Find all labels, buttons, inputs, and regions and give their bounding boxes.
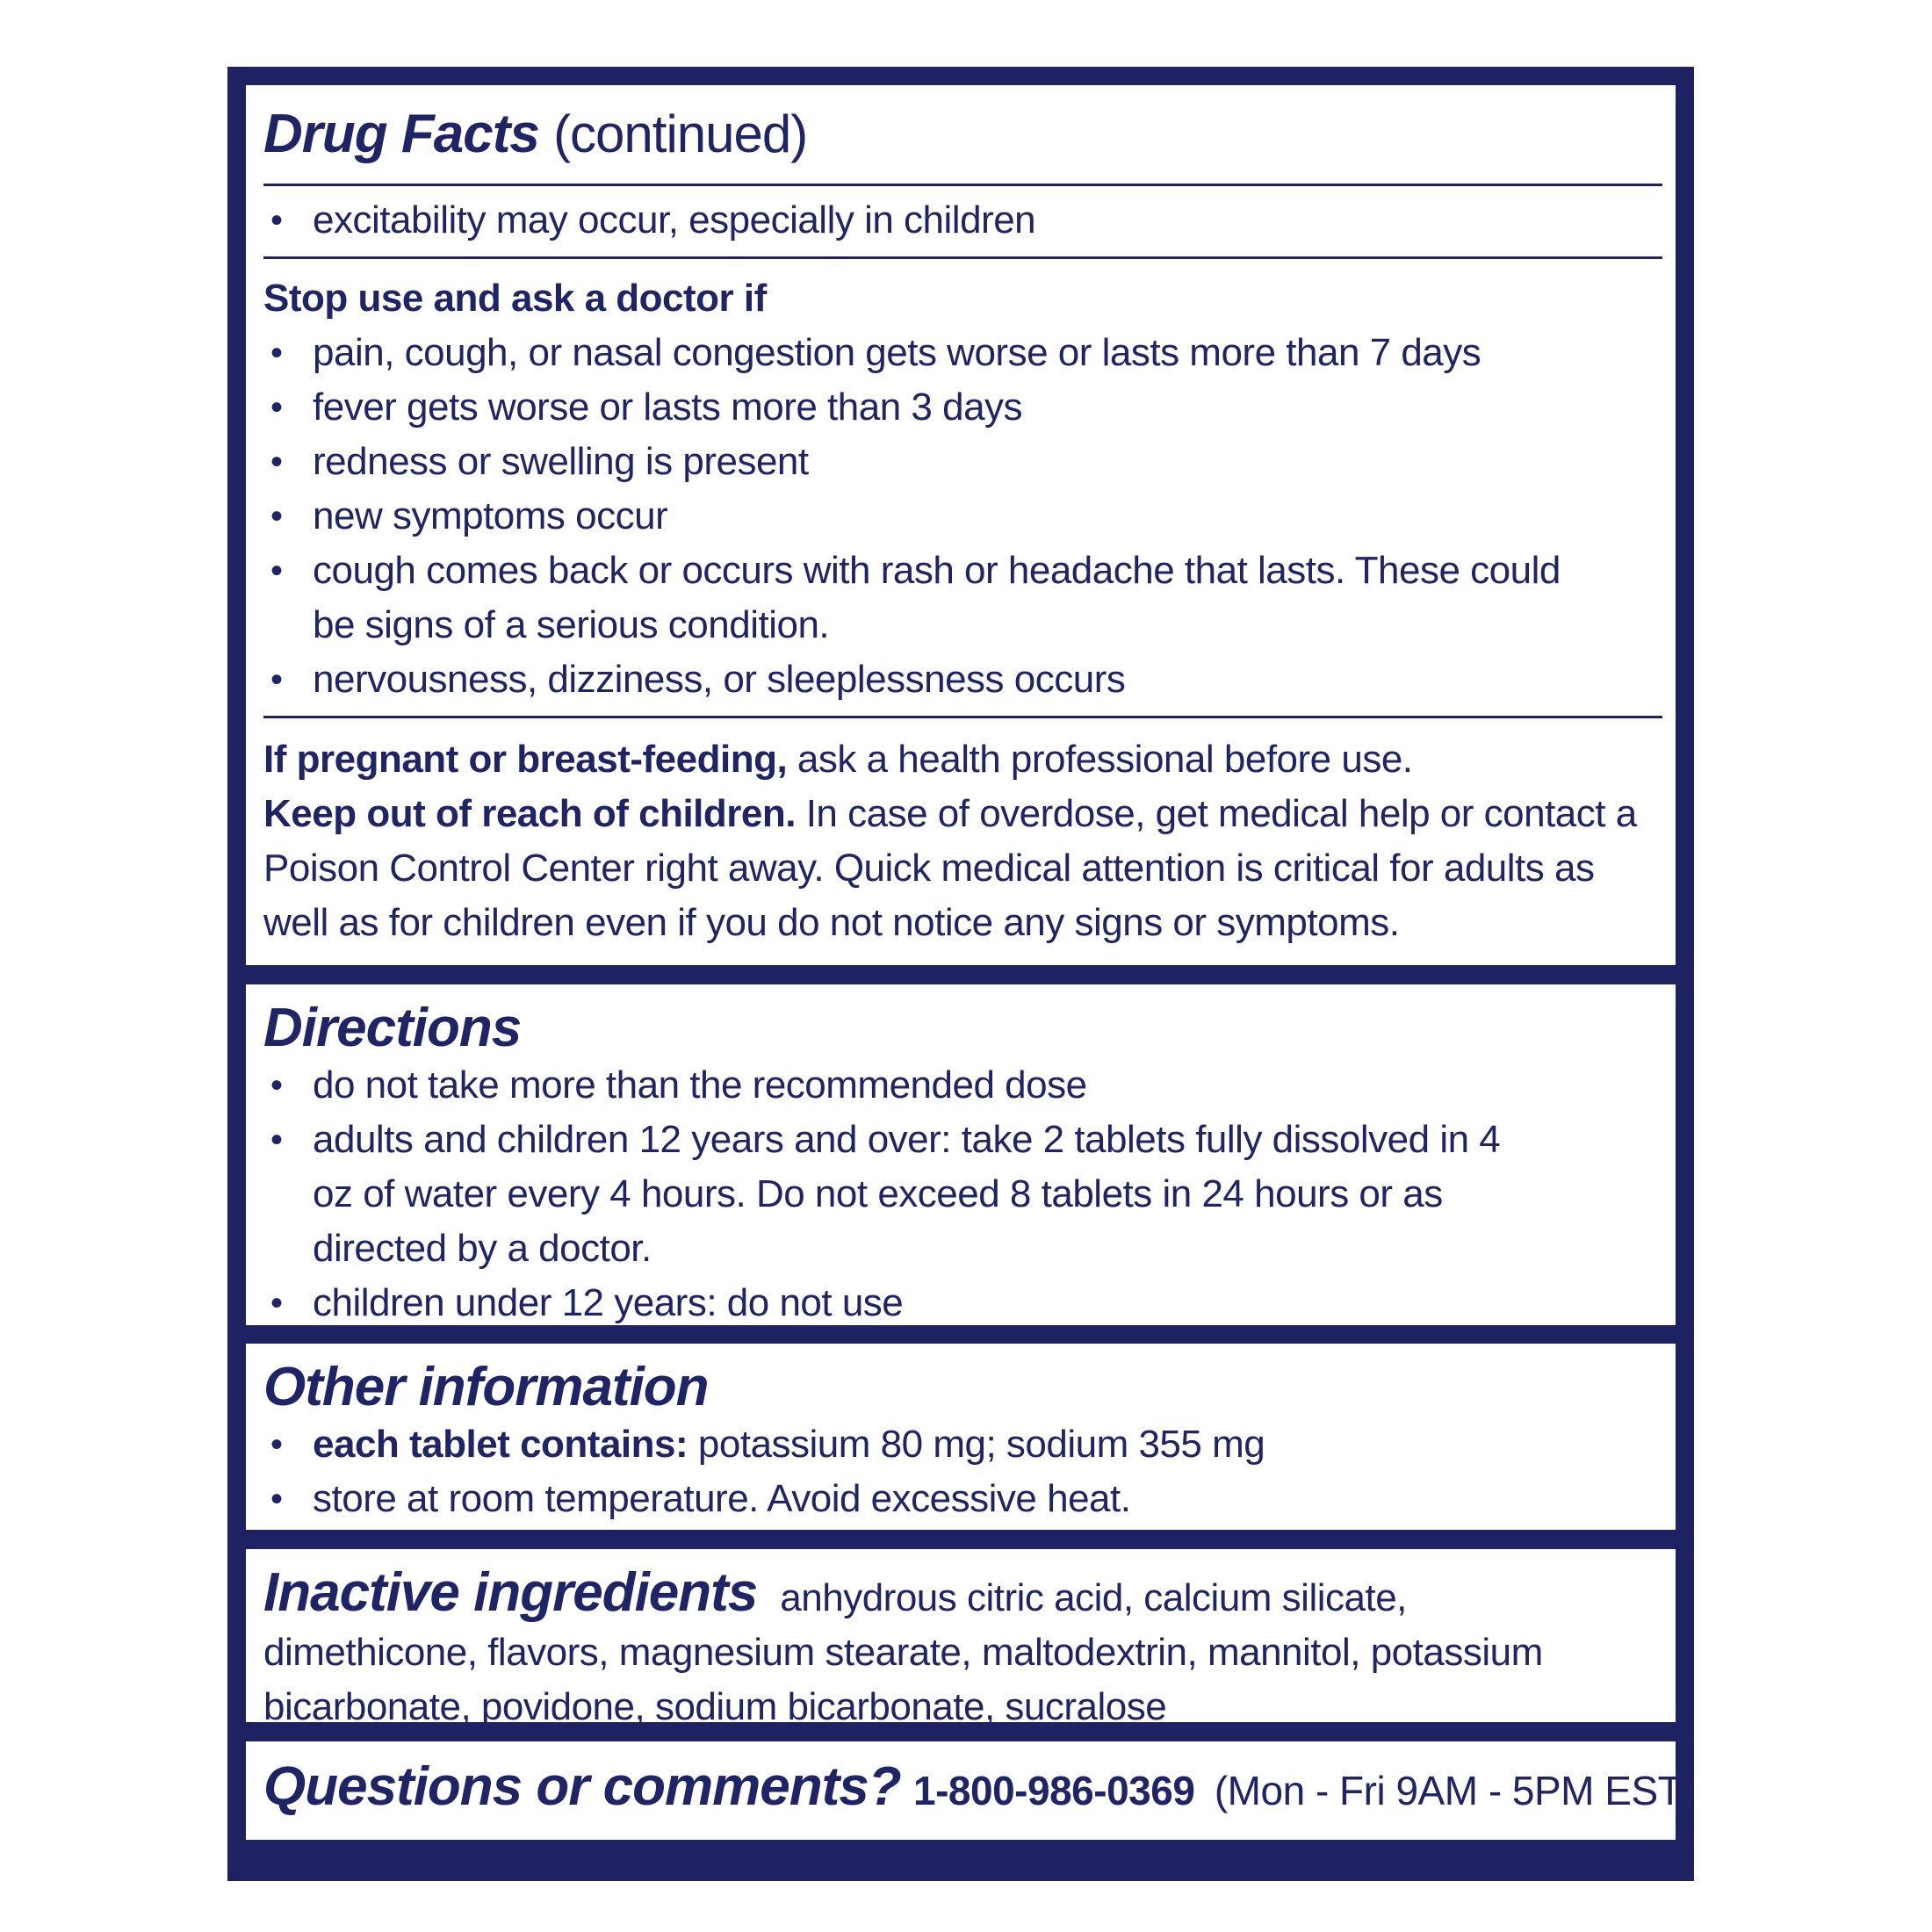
questions-box xyxy=(246,1741,1696,1840)
warnings-top-list xyxy=(263,186,1658,256)
phone-number[interactable]: 1-800-986-0369 xyxy=(913,1768,1195,1813)
list-item: • fever gets worse or lasts more than 3 days xyxy=(263,380,1658,435)
bullet-icon: • xyxy=(270,443,283,481)
list-item: • children under 12 years: do not use xyxy=(263,1276,1658,1330)
other-info-box xyxy=(246,1344,1676,1530)
drug-facts-title: Drug Facts xyxy=(263,104,539,164)
drug-facts-panel xyxy=(227,67,1694,1881)
list-item: • pain, cough, or nasal congestion gets worse or lasts more than 7 days xyxy=(263,326,1658,380)
bullet-icon: • xyxy=(270,201,283,240)
header xyxy=(263,85,1658,184)
pregnancy-warning: If pregnant or breast-feeding, ask a health professional before use. xyxy=(263,738,1413,781)
directions-heading: Directions xyxy=(263,998,522,1058)
list-item: • nervousness, dizziness, or sleeplessness occurs xyxy=(263,652,1658,716)
bullet-icon: • xyxy=(270,1480,283,1519)
directions-box xyxy=(246,984,1676,1325)
bullet-icon: • xyxy=(270,1066,283,1106)
list-item: • cough comes back or occurs with rash or headache that lasts. These could be signs of a serious condition. xyxy=(263,544,1658,652)
list-item: • excitability may occur, especially in children xyxy=(263,193,1658,248)
bullet-icon: • xyxy=(270,660,283,699)
inactive-heading: Inactive ingredients xyxy=(263,1562,758,1623)
questions-heading: Questions or comments? xyxy=(263,1756,901,1817)
bullet-icon: • xyxy=(270,1425,283,1465)
list-item: • store at room temperature. Avoid excessive heat. xyxy=(263,1472,1658,1526)
inactive-ingredients-box xyxy=(246,1549,1676,1728)
list-item: • new symptoms occur xyxy=(263,489,1658,544)
keep-out-warning: Keep out of reach of children. In case of overdose, get medical help or contact a Poison Control Center right away. Quick medical attention is critical for adults as well as for children even if you do not notice any signs or symptoms. xyxy=(263,792,1637,944)
list-item: • each tablet contains: potassium 80 mg; sodium 355 mg xyxy=(263,1417,1658,1472)
stop-use-list xyxy=(263,326,1658,716)
continued-label: (continued) xyxy=(553,105,808,163)
stop-use-heading: Stop use and ask a doctor if xyxy=(263,277,767,320)
warnings-box xyxy=(246,85,1676,965)
bullet-icon: • xyxy=(270,497,283,536)
other-info-heading: Other information xyxy=(263,1357,709,1417)
other-info-list xyxy=(263,1417,1658,1526)
bullet-icon: • xyxy=(270,551,283,590)
hours: (Mon - Fri 9AM - 5PM EST) xyxy=(1214,1768,1696,1813)
page-title xyxy=(263,105,807,164)
list-item: • redness or swelling is present xyxy=(263,435,1658,489)
directions-list xyxy=(263,1058,1658,1330)
list-item: • adults and children 12 years and over: take 2 tablets fully dissolved in 4 oz of water every 4 hours. Do not exceed 8 tablets in 24 hours or as directed by a doctor. xyxy=(263,1113,1658,1276)
bullet-icon: • xyxy=(270,334,283,372)
bullet-icon: • xyxy=(270,1284,283,1323)
bullet-icon: • xyxy=(270,388,283,427)
inactive-ingredients xyxy=(263,1549,1658,1734)
questions-line xyxy=(263,1741,1696,1818)
bullet-icon: • xyxy=(270,1121,283,1160)
list-item: • do not take more than the recommended dose xyxy=(263,1058,1658,1113)
inactive-list: anhydrous citric acid, calcium silicate, dimethicone, flavors, magnesium stearate, maltodextrin, mannitol, potassium bicarbonate, povidone, sodium bicarbonate, sucralose xyxy=(263,1576,1543,1728)
